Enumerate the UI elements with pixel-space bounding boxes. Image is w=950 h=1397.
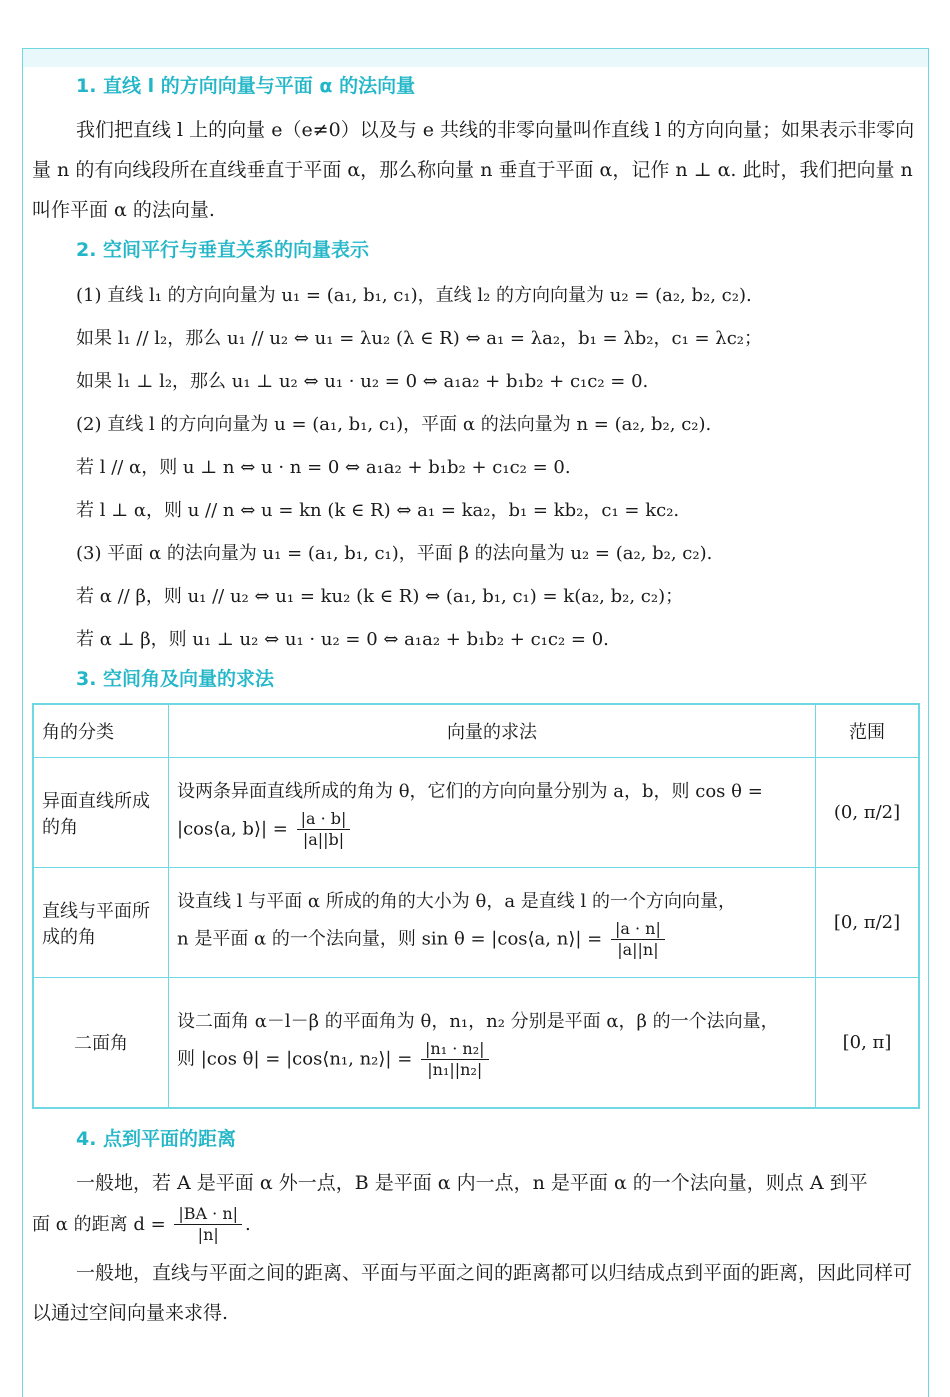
right-rule [928,48,929,1397]
distance-text: 面 α 的距离 d = [32,1213,166,1235]
method-text: n 是平面 α 的一个法向量，则 sin θ = |cos⟨a, n⟩| = [177,928,603,950]
method-line-a: 设直线 l 与平面 α 所成的角的大小为 θ，a 是直线 l 的一个方向向量， [177,891,737,912]
table-header-row [33,704,919,758]
fraction-numerator: |n₁ · n₂| [421,1039,488,1060]
table-header: 范围 [816,704,920,758]
section-title-1: 1. 直线 l 的方向向量与平面 α 的法向量 [76,75,416,97]
fraction [611,919,665,960]
angle-range: [0, π] [816,978,920,1108]
method-line-b [177,1039,807,1080]
angle-method [169,758,816,868]
fraction [297,809,351,850]
section2-line: 若 l ⊥ α，则 u // n ⇔ u = kn (k ∈ R) ⇔ a₁ = ka₂，b₁ = kb₂，c₁ = kc₂. [76,500,680,521]
method-text: |cos⟨a, b⟩| = [177,818,288,840]
left-rule [22,48,23,1397]
section-title-3: 3. 空间角及向量的求法 [76,668,275,690]
method-text: 则 |cos θ| = |cos⟨n₁, n₂⟩| = [177,1048,413,1070]
angle-method [169,978,816,1108]
angle-table [32,703,920,1109]
fraction-numerator: |BA · n| [174,1204,242,1225]
angle-category: 二面角 [33,978,169,1108]
table-row [33,978,919,1108]
top-band [22,48,928,67]
section-title-4: 4. 点到平面的距离 [76,1127,237,1150]
content [32,70,922,1333]
section2-line: (3) 平面 α 的法向量为 u₁ = (a₁, b₁, c₁)，平面 β 的法向量为 u₂ = (a₂, b₂, c₂). [76,543,713,564]
fraction-denominator: |n| [197,1225,219,1244]
table-header: 向量的求法 [169,704,816,758]
distance-formula-line: 面 α 的距离 d = $\frac{|BA \cdot n|}{|n|}$ . [32,1204,251,1244]
angle-range: [0, π/2] [816,868,920,978]
section-title-2: 2. 空间平行与垂直关系的向量表示 [76,239,370,261]
section2-line: (1) 直线 l₁ 的方向向量为 u₁ = (a₁, b₁, c₁)，直线 l₂ 的方向向量为 u₂ = (a₂, b₂, c₂). [76,285,752,306]
fraction-denominator: |a||b| [302,830,345,849]
table-header: 角的分类 [33,704,169,758]
section1-paragraph: 我们把直线 l 上的向量 e（e≠0）以及与 e 共线的非零向量叫作直线 l 的方向向量；如果表示非零向量 n 的有向线段所在直线垂直于平面 α，那么称向量 n 垂直于平面 α，记作 n ⊥ α. 此时，我们把向量 n 叫作平面 α 的法向量. [32,119,915,221]
section2-line: (2) 直线 l 的方向向量为 u = (a₁, b₁, c₁)，平面 α 的法向量为 n = (a₂, b₂, c₂). [76,414,712,435]
section2-line: 如果 l₁ // l₂，那么 u₁ // u₂ ⇔ u₁ = λu₂ (λ ∈ R) ⇔ a₁ = λa₂，b₁ = λb₂，c₁ = λc₂； [76,328,763,349]
fraction-denominator: |n₁||n₂| [427,1059,483,1079]
fraction [421,1039,488,1080]
method-line-b [177,809,807,850]
method-line-b [177,919,807,960]
method-line-a: 设二面角 α－l－β 的平面角为 θ，n₁，n₂ 分别是平面 α，β 的一个法向量， [177,1010,779,1032]
section2-line: 若 l // α，则 u ⊥ n ⇔ u · n = 0 ⇔ a₁a₂ + b₁b₂ + c₁c₂ = 0. [76,457,571,478]
section2-line: 如果 l₁ ⊥ l₂，那么 u₁ ⊥ u₂ ⇔ u₁ · u₂ = 0 ⇔ a₁a₂ + b₁b₂ + c₁c₂ = 0. [76,371,649,392]
fraction-denominator: |a||n| [617,940,659,959]
table-row [33,758,919,868]
angle-category: 直线与平面所成的角 [33,868,169,978]
section4-paragraph-2: 一般地，直线与平面之间的距离、平面与平面之间的距离都可以归结成点到平面的距离，因此同样可以通过空间向量来求得. [32,1261,913,1324]
angle-category: 异面直线所成的角 [33,758,169,868]
section4-paragraph-1: 一般地，若 A 是平面 α 外一点，B 是平面 α 内一点，n 是平面 α 的一个法向量，则点 A 到平 [76,1171,868,1194]
section2-line: 若 α // β，则 u₁ // u₂ ⇔ u₁ = ku₂ (k ∈ R) ⇔ (a₁, b₁, c₁) = k(a₂, b₂, c₂)； [76,586,684,607]
distance-fraction [174,1204,242,1245]
angle-method [169,868,816,978]
section2-line: 若 α ⊥ β，则 u₁ ⊥ u₂ ⇔ u₁ · u₂ = 0 ⇔ a₁a₂ + b₁b₂ + c₁c₂ = 0. [76,629,609,650]
angle-range: (0, π/2] [816,758,920,868]
fraction-numerator: |a · b| [297,809,351,830]
method-line-a: 设两条异面直线所成的角为 θ，它们的方向向量分别为 a，b，则 cos θ = [177,781,763,802]
table-row [33,868,919,978]
fraction-numerator: |a · n| [611,919,665,940]
